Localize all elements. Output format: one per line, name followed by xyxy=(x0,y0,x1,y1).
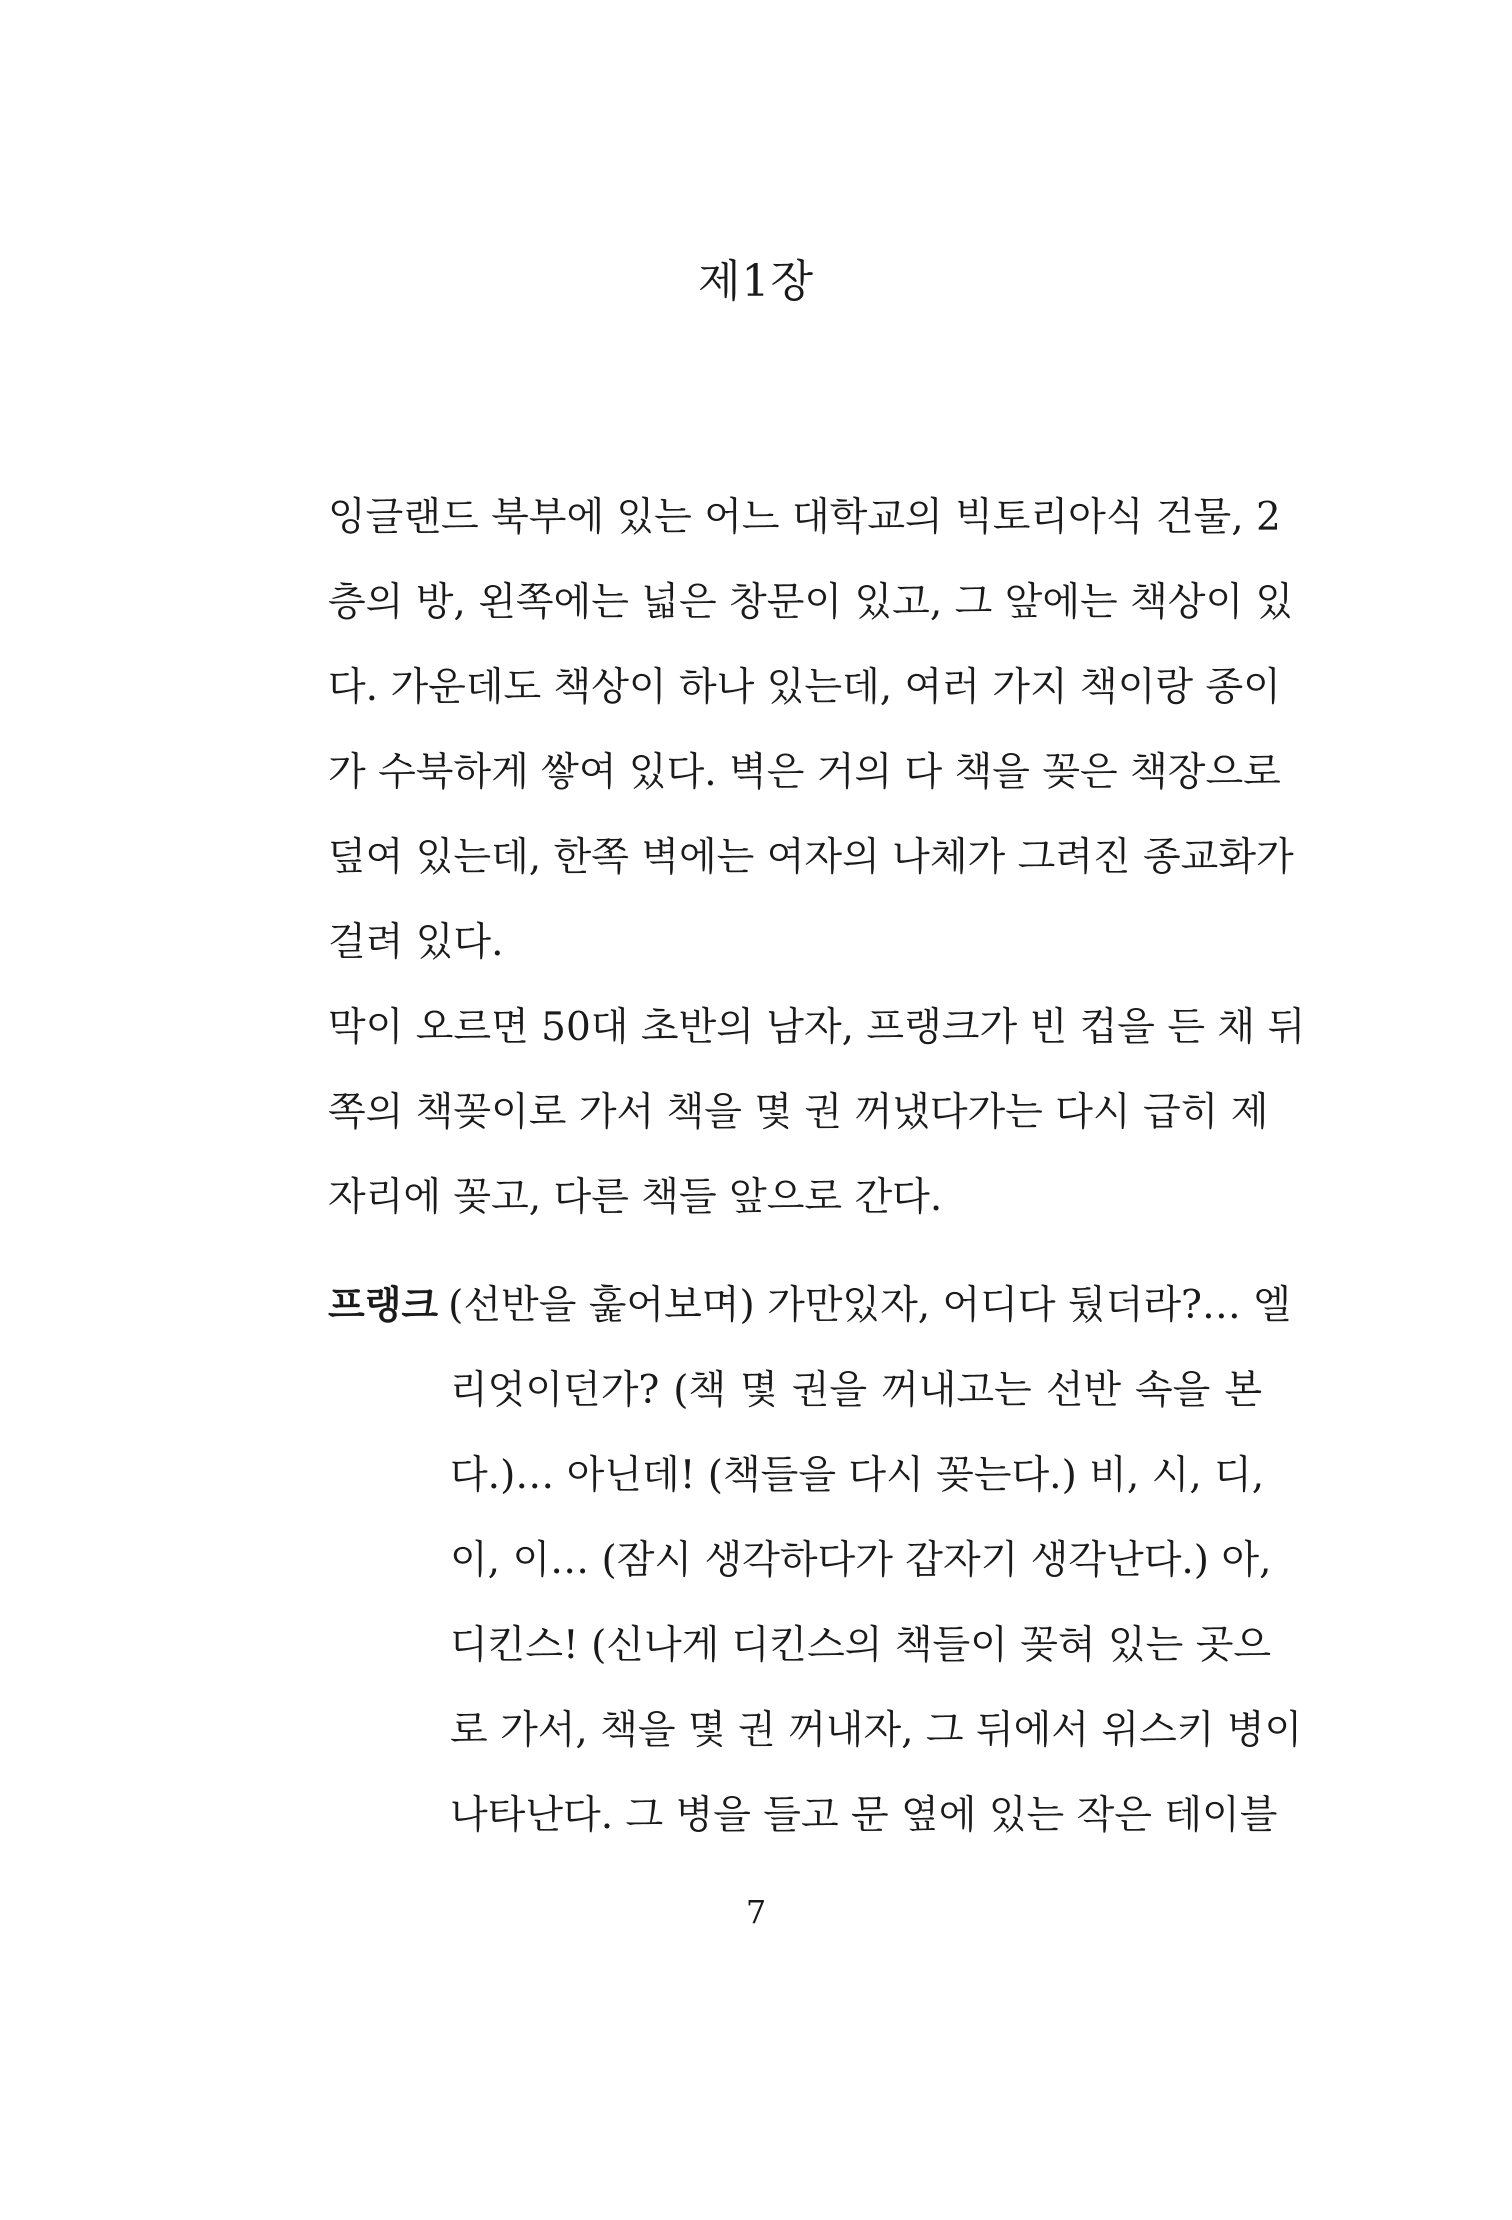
text-line: 막이 오르면 50대 초반의 남자, 프랭크가 빈 컵을 든 채 뒤 xyxy=(328,1005,1306,1050)
chapter-title: 제1장 xyxy=(697,256,814,307)
dialogue-block xyxy=(328,1263,1303,1858)
text-line: 가 수북하게 쌓여 있다. 벽은 거의 다 책을 꽂은 책장으로 xyxy=(328,750,1281,795)
text-line: 덮여 있는데, 한쪽 벽에는 여자의 나체가 그려진 종교화가 xyxy=(328,835,1294,880)
dialogue-first-line xyxy=(328,1263,1291,1348)
text-line: 잉글랜드 북부에 있는 어느 대학교의 빅토리아식 건물, 2 xyxy=(328,495,1281,540)
dialogue-line: 나타난다. 그 병을 들고 문 옆에 있는 작은 테이블 xyxy=(450,1793,1278,1838)
page-number: 7 xyxy=(745,1893,767,1931)
dialogue-text: (선반을 훑어보며) 가만있자, 어디다 뒀더라?… 엘 xyxy=(448,1283,1291,1328)
dialogue-line: 다.)… 아닌데! (책들을 다시 꽂는다.) 비, 시, 디, xyxy=(450,1453,1265,1498)
dialogue-line: 디킨스! (신나게 디킨스의 책들이 꽂혀 있는 곳으 xyxy=(450,1623,1272,1668)
text-line: 걸려 있다. xyxy=(328,920,504,965)
text-line: 층의 방, 왼쪽에는 넓은 창문이 있고, 그 앞에는 책상이 있 xyxy=(328,580,1294,625)
stage-direction-opening xyxy=(328,475,1294,985)
text-line: 쪽의 책꽂이로 가서 책을 몇 권 꺼냈다가는 다시 급히 제 xyxy=(328,1090,1269,1135)
stage-direction-action xyxy=(328,985,1306,1240)
dialogue-line: 로 가서, 책을 몇 권 꺼내자, 그 뒤에서 위스키 병이 xyxy=(450,1708,1303,1753)
dialogue-line: 이, 이… (잠시 생각하다가 갑자기 생각난다.) 아, xyxy=(450,1538,1272,1583)
speaker-name: 프랭크 xyxy=(328,1283,439,1327)
text-line: 다. 가운데도 책상이 하나 있는데, 여러 가지 책이랑 종이 xyxy=(328,665,1281,710)
dialogue-line: 리엇이던가? (책 몇 권을 꺼내고는 선반 속을 본 xyxy=(450,1368,1262,1413)
text-line: 자리에 꽂고, 다른 책들 앞으로 간다. xyxy=(328,1175,943,1220)
